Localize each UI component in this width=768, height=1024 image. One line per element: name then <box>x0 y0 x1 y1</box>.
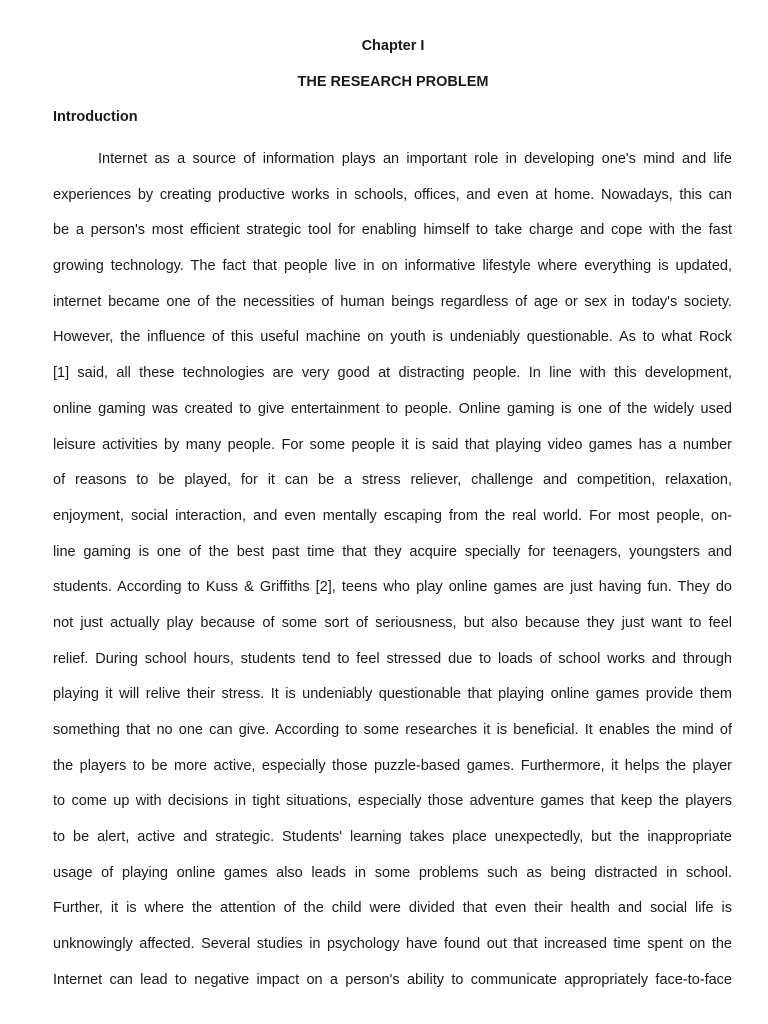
paragraph-line: However, the influence of this useful machine on youth is undeniably questionable. As to what Rock <box>53 329 732 346</box>
paragraph-line: playing it will relive their stress. It is undeniably questionable that playing online games provide them <box>53 686 732 703</box>
paragraph-line: not just actually play because of some sort of seriousness, but also because they just want to feel <box>53 614 732 631</box>
paragraph-line: experiences by creating productive works in schools, offices, and even at home. Nowadays, this can <box>53 186 732 203</box>
paragraph-line: Internet as a source of information plays an important role in developing one's mind and life <box>98 151 732 167</box>
paragraph-line: Further, it is where the attention of the child were divided that even their health and social life is <box>53 900 732 917</box>
paragraph-line: line gaming is one of the best past time that they acquire specially for teenagers, youngsters and <box>53 543 732 560</box>
paragraph-line: students. According to Kuss & Griffiths [2], teens who play online games are just having fun. They do <box>53 579 732 596</box>
paragraph-line: Internet can lead to negative impact on a person's ability to communicate appropriately face-to-face <box>53 971 732 988</box>
paragraph-line: something that no one can give. According to some researches it is beneficial. It enables the mind of <box>53 722 732 738</box>
paragraph-line: of reasons to be played, for it can be a stress reliever, challenge and competition, relaxation, <box>53 472 732 489</box>
paragraph-line: be a person's most efficient strategic tool for enabling himself to take charge and cope with the fast <box>53 222 732 239</box>
paragraph-line: to be alert, active and strategic. Students' learning takes place unexpectedly, but the inappropriate <box>53 829 732 846</box>
paragraph-line: relief. During school hours, students tend to feel stressed due to loads of school works and through <box>53 650 732 667</box>
paragraph-line: [1] said, all these technologies are very good at distracting people. In line with this development, <box>53 365 732 382</box>
paragraph-line: the players to be more active, especially those puzzle-based games. Furthermore, it helps the player <box>53 757 732 774</box>
paragraph-line: enjoyment, social interaction, and even mentally escaping from the real world. For most people, on- <box>53 507 732 524</box>
paragraph-line: usage of playing online games also leads in some problems such as being distracted in school. <box>53 864 732 881</box>
paragraph-line: growing technology. The fact that people live in on informative lifestyle where everything is updated, <box>53 258 732 275</box>
paragraph-line: online gaming was created to give entertainment to people. Online gaming is one of the widely used <box>53 400 732 417</box>
paragraph-line: internet became one of the necessities of human beings regardless of age or sex in today's society. <box>53 293 732 310</box>
paragraph-line: leisure activities by many people. For some people it is said that playing video games has a number <box>53 436 732 453</box>
paragraph-line: to come up with decisions in tight situations, especially those adventure games that keep the players <box>53 793 732 810</box>
paragraph-line: unknowingly affected. Several studies in psychology have found out that increased time spent on the <box>53 936 732 953</box>
chapter-title: THE RESEARCH PROBLEM <box>297 74 489 90</box>
chapter-label: Chapter I <box>361 38 425 54</box>
section-heading: Introduction <box>53 109 138 125</box>
introduction-paragraph <box>53 142 732 999</box>
